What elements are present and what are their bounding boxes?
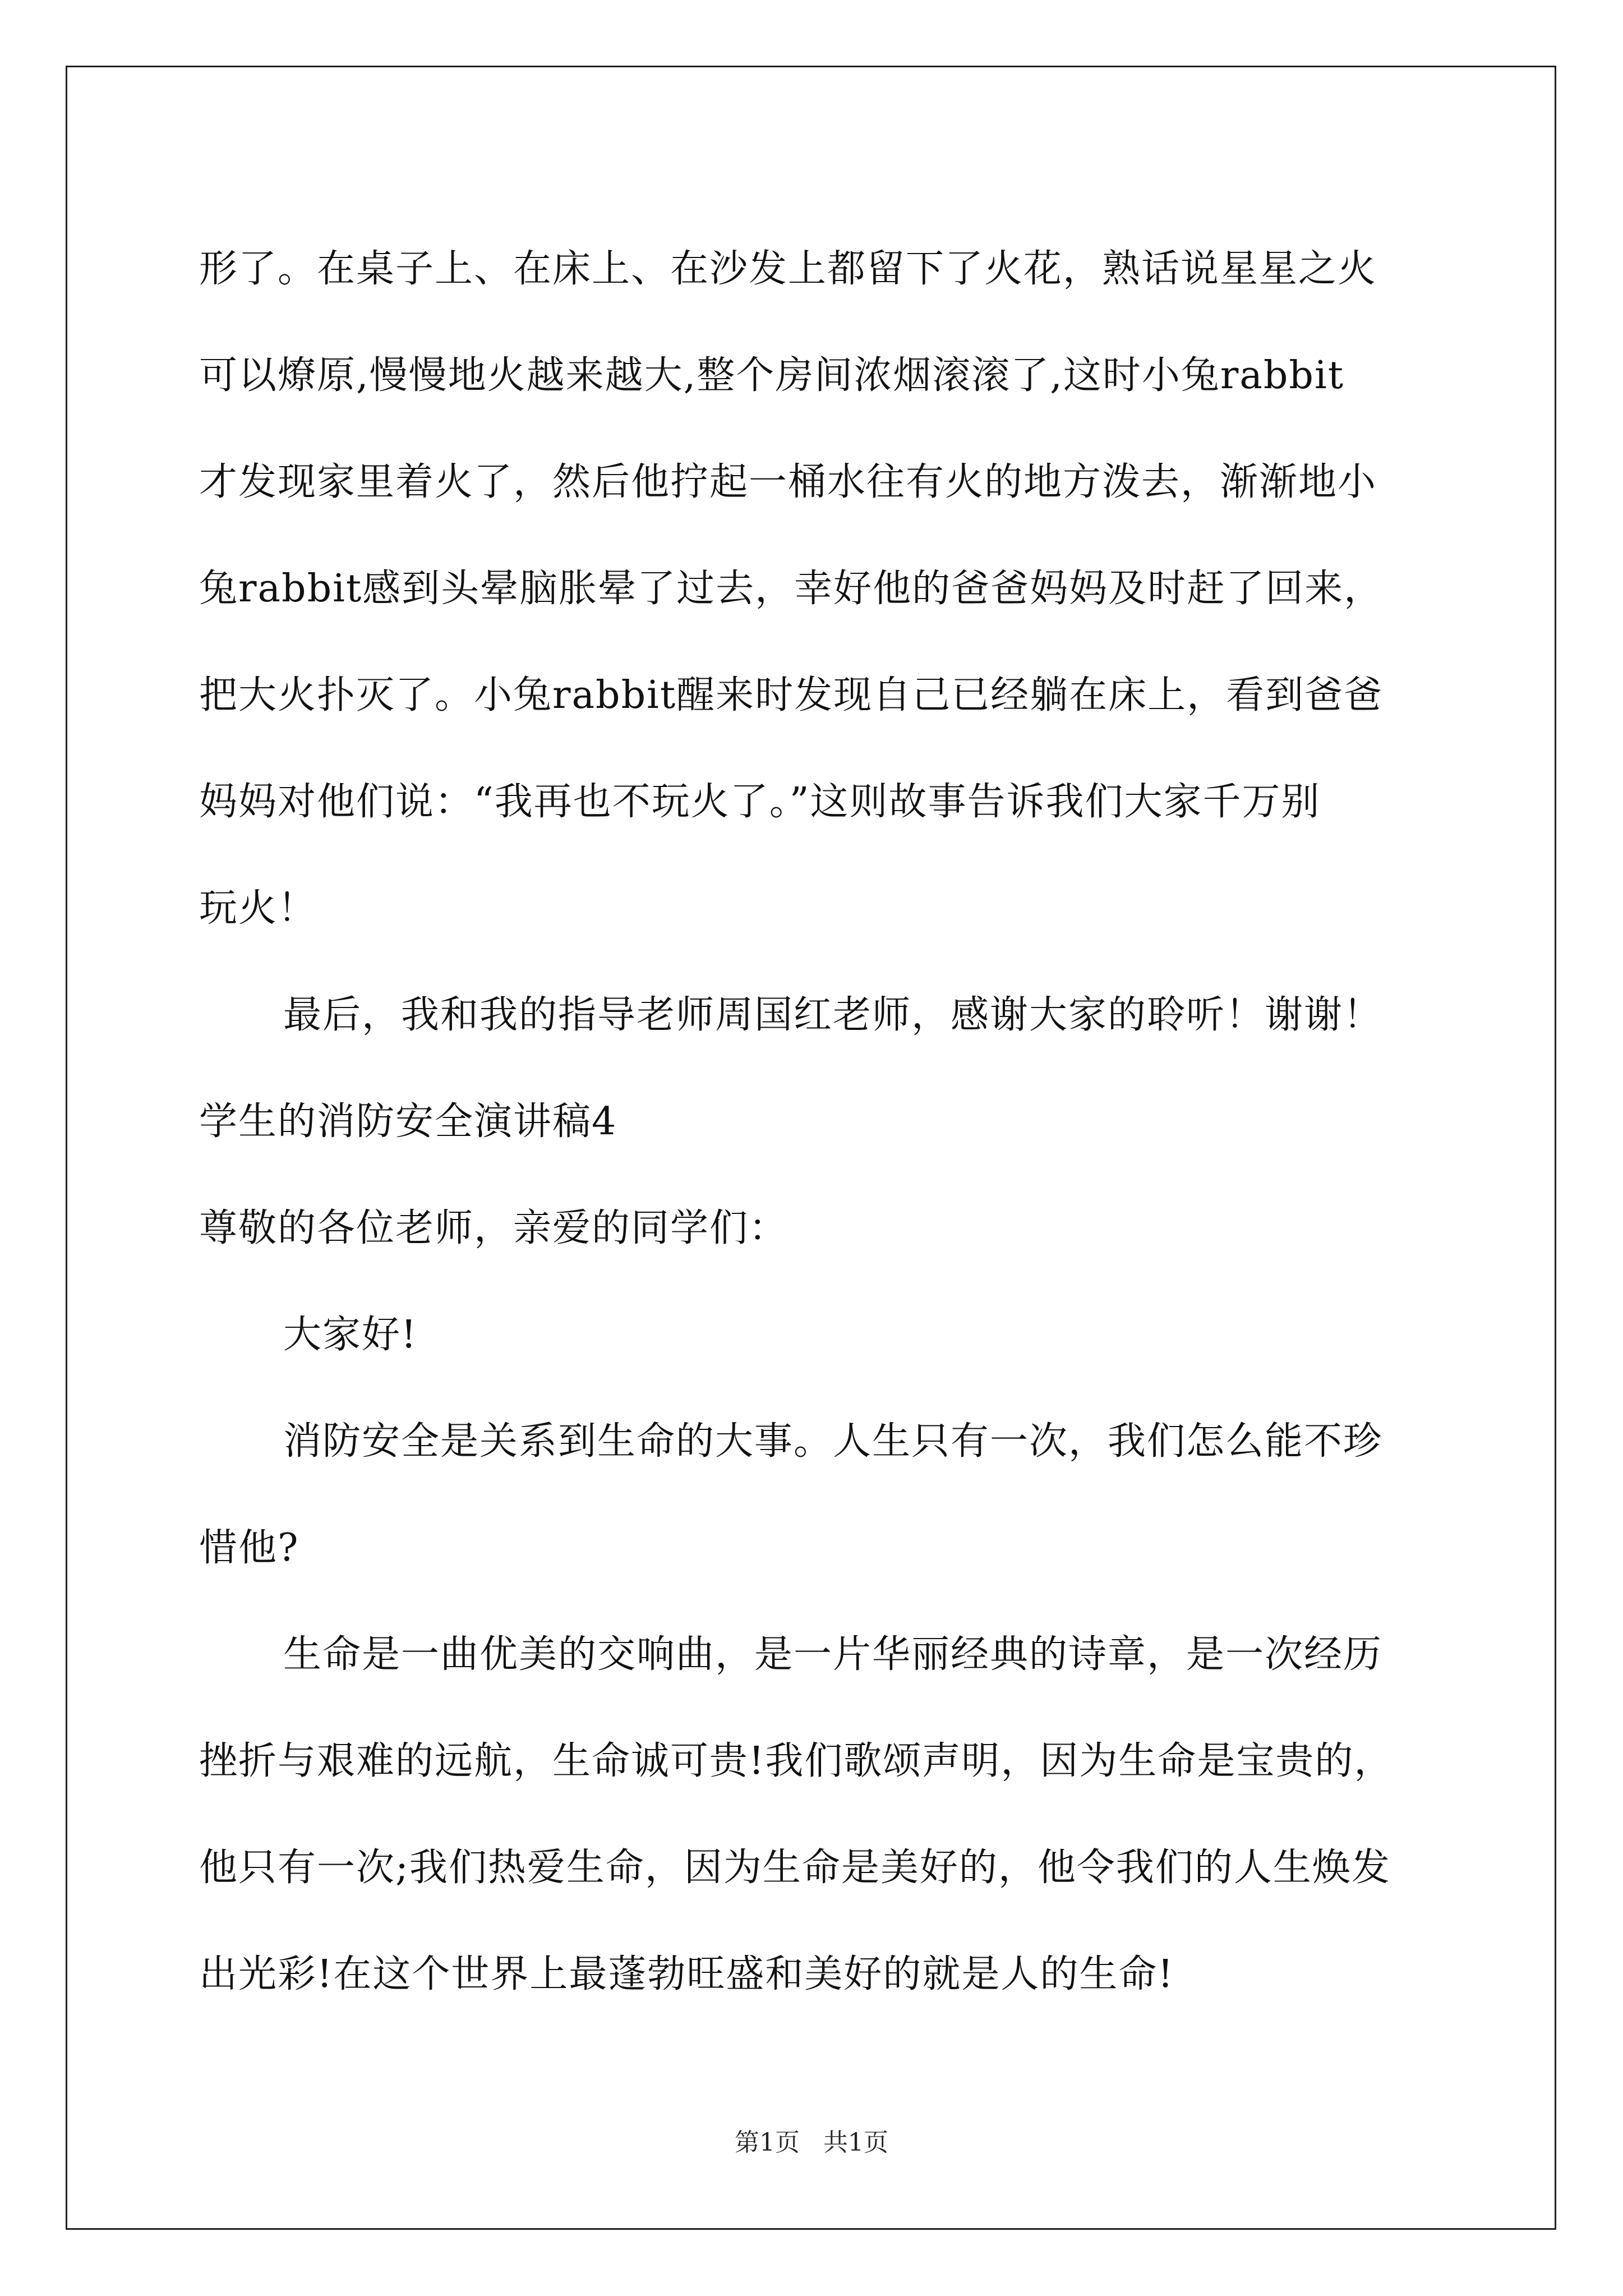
text-line: 出光彩!在这个世界上最蓬勃旺盛和美好的就是人的生命! bbox=[199, 1952, 1174, 1996]
salutation: 尊敬的各位老师，亲爱的同学们： bbox=[199, 1206, 789, 1250]
text-line: 最后，我和我的指导老师周国红老师，感谢大家的聆听！谢谢！ bbox=[283, 993, 1383, 1037]
text-line: 可以燎原,慢慢地火越来越大,整个房间浓烟滚滚了,这时小兔rabbit bbox=[199, 353, 1345, 398]
text-line: 挫折与艰难的远航，生命诚可贵!我们歌颂声明，因为生命是宝贵的， bbox=[199, 1739, 1394, 1783]
text-line: 兔rabbit感到头晕脑胀晕了过去，幸好他的爸爸妈妈及时赶了回来， bbox=[199, 567, 1384, 611]
document-body bbox=[199, 216, 1427, 2028]
text-line: 惜他? bbox=[199, 1526, 299, 1570]
text-line: 妈妈对他们说：“我再也不玩火了。”这则故事告诉我们大家千万别 bbox=[199, 780, 1321, 824]
greeting: 大家好! bbox=[283, 1313, 418, 1357]
text-line: 消防安全是关系到生命的大事。人生只有一次，我们怎么能不珍 bbox=[283, 1419, 1383, 1464]
section-heading: 学生的消防安全演讲稿4 bbox=[199, 1099, 617, 1144]
page-number-footer: 第1页 共1页 bbox=[735, 2128, 888, 2157]
text-line: 把大火扑灭了。小兔rabbit醒来时发现自己已经躺在床上，看到爸爸 bbox=[199, 673, 1384, 717]
text-line: 才发现家里着火了，然后他拧起一桶水往有火的地方泼去，渐渐地小 bbox=[199, 460, 1377, 504]
text-line: 玩火！ bbox=[199, 886, 317, 931]
text-line: 形了。在桌子上、在床上、在沙发上都留下了火花，熟话说星星之火 bbox=[199, 247, 1377, 291]
text-line: 生命是一曲优美的交响曲，是一片华丽经典的诗章，是一次经历 bbox=[283, 1632, 1383, 1677]
text-line: 他只有一次;我们热爱生命，因为生命是美好的，他令我们的人生焕发 bbox=[199, 1846, 1391, 1890]
